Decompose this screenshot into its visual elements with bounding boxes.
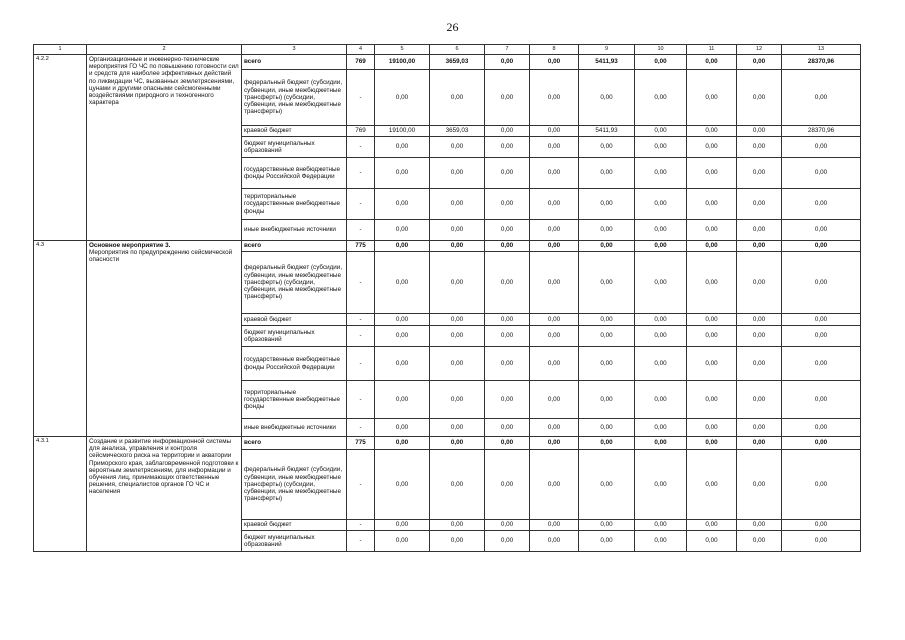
funding-source: всего (242, 437, 347, 450)
value-cell: 0,00 (687, 520, 737, 531)
column-header: 1 (34, 45, 87, 55)
header-row (34, 45, 861, 55)
value-cell: 0,00 (782, 381, 861, 419)
value-cell: 0,00 (579, 252, 635, 314)
value-cell: 0,00 (737, 126, 782, 137)
item-description: Мероприятия по предупреждению сейсмической опасности (89, 249, 233, 264)
funding-source: краевой бюджет (242, 126, 347, 137)
value-cell: 0,00 (530, 220, 579, 241)
value-cell: 0,00 (737, 189, 782, 220)
value-cell: 0,00 (430, 326, 485, 347)
funding-source: иные внебюджетные источники (242, 220, 347, 241)
column-header: 5 (375, 45, 430, 55)
value-cell: 28370,96 (782, 126, 861, 137)
funding-source: всего (242, 241, 347, 252)
value-cell: 769 (347, 55, 375, 70)
value-cell: 0,00 (737, 520, 782, 531)
value-cell: - (347, 252, 375, 314)
value-cell: 0,00 (737, 531, 782, 552)
value-cell: 0,00 (579, 381, 635, 419)
value-cell: 0,00 (579, 531, 635, 552)
funding-source: государственные внебюджетные фонды Российской Федерации (242, 347, 347, 381)
value-cell: 0,00 (530, 126, 579, 137)
value-cell: 775 (347, 241, 375, 252)
value-cell: 0,00 (782, 326, 861, 347)
value-cell: 0,00 (635, 126, 687, 137)
value-cell: 0,00 (485, 314, 530, 326)
value-cell: - (347, 450, 375, 520)
value-cell: 0,00 (782, 450, 861, 520)
value-cell: 0,00 (485, 158, 530, 189)
column-header: 10 (635, 45, 687, 55)
value-cell: 0,00 (430, 450, 485, 520)
value-cell: 0,00 (687, 531, 737, 552)
value-cell: 0,00 (530, 55, 579, 70)
value-cell: 0,00 (579, 326, 635, 347)
value-cell: 0,00 (579, 347, 635, 381)
value-cell: 0,00 (430, 158, 485, 189)
funding-source: бюджет муниципальных образований (242, 531, 347, 552)
value-cell: 0,00 (635, 450, 687, 520)
funding-source: бюджет муниципальных образований (242, 326, 347, 347)
funding-source: краевой бюджет (242, 520, 347, 531)
value-cell: 0,00 (430, 314, 485, 326)
value-cell: 0,00 (579, 137, 635, 158)
value-cell: 0,00 (579, 450, 635, 520)
value-cell: 0,00 (687, 381, 737, 419)
value-cell: 0,00 (782, 520, 861, 531)
column-header: 9 (579, 45, 635, 55)
value-cell: - (347, 381, 375, 419)
value-cell: 0,00 (375, 326, 430, 347)
value-cell: - (347, 158, 375, 189)
value-cell: 0,00 (579, 314, 635, 326)
funding-source: федеральный бюджет (субсидии, субвенции, иные межбюджетные трансферты) (субсидии, субвенции, иные межбюджетные трансферты) (242, 450, 347, 520)
value-cell: 0,00 (375, 158, 430, 189)
value-cell: 3659,03 (430, 126, 485, 137)
value-cell: 0,00 (375, 314, 430, 326)
value-cell: 0,00 (782, 220, 861, 241)
funding-source: бюджет муниципальных образований (242, 137, 347, 158)
value-cell: 0,00 (737, 55, 782, 70)
funding-source: территориальные государственные внебюджетные фонды (242, 381, 347, 419)
value-cell: 0,00 (635, 381, 687, 419)
value-cell: 0,00 (530, 326, 579, 347)
value-cell: 0,00 (485, 126, 530, 137)
value-cell: 0,00 (579, 437, 635, 450)
value-cell: 0,00 (782, 314, 861, 326)
value-cell: 0,00 (579, 189, 635, 220)
value-cell: 0,00 (635, 189, 687, 220)
value-cell: 0,00 (430, 70, 485, 126)
column-header: 12 (737, 45, 782, 55)
value-cell: 0,00 (737, 326, 782, 347)
value-cell: 0,00 (485, 241, 530, 252)
value-cell: 0,00 (687, 326, 737, 347)
column-header: 6 (430, 45, 485, 55)
value-cell: - (347, 70, 375, 126)
value-cell: 0,00 (530, 347, 579, 381)
value-cell: 0,00 (530, 381, 579, 419)
value-cell: 0,00 (737, 70, 782, 126)
value-cell: - (347, 314, 375, 326)
item-description: Создание и развитие информационной системы для анализа, управления и контроля сейсмического риска на территории и акватории Приморского края, заблаговременной подготовки к вероятным землетрясениям, для информации и обучения лиц, принимающих ответственные решения, специалистов органов ГО ЧС и населения (89, 438, 239, 496)
item-number: 4.2.2 (34, 55, 87, 241)
value-cell: - (347, 520, 375, 531)
value-cell: 0,00 (737, 347, 782, 381)
value-cell: 0,00 (430, 241, 485, 252)
value-cell: 0,00 (635, 531, 687, 552)
column-header: 8 (530, 45, 579, 55)
value-cell: 0,00 (782, 241, 861, 252)
value-cell: 0,00 (635, 137, 687, 158)
value-cell: 0,00 (375, 220, 430, 241)
value-cell: 0,00 (737, 450, 782, 520)
item-name (87, 437, 242, 552)
funding-source: федеральный бюджет (субсидии, субвенции, иные межбюджетные трансферты) (субсидии, субвенции, иные межбюджетные трансферты) (242, 70, 347, 126)
value-cell: 0,00 (430, 252, 485, 314)
value-cell: 0,00 (375, 381, 430, 419)
column-header: 2 (87, 45, 242, 55)
value-cell: 0,00 (375, 437, 430, 450)
value-cell: 775 (347, 437, 375, 450)
value-cell: 0,00 (579, 419, 635, 437)
value-cell: 0,00 (579, 70, 635, 126)
value-cell: 0,00 (430, 437, 485, 450)
value-cell: 0,00 (430, 220, 485, 241)
value-cell: - (347, 326, 375, 347)
value-cell: 0,00 (375, 252, 430, 314)
value-cell: 0,00 (375, 241, 430, 252)
table-row (34, 437, 861, 450)
value-cell: 0,00 (485, 189, 530, 220)
value-cell: 0,00 (782, 437, 861, 450)
value-cell: 0,00 (635, 158, 687, 189)
value-cell: 0,00 (485, 70, 530, 126)
item-number: 4.3.1 (34, 437, 87, 552)
value-cell: 0,00 (485, 419, 530, 437)
value-cell: 0,00 (687, 126, 737, 137)
value-cell: 0,00 (530, 450, 579, 520)
value-cell: 0,00 (530, 314, 579, 326)
value-cell: 0,00 (530, 520, 579, 531)
value-cell: 769 (347, 126, 375, 137)
value-cell: 0,00 (485, 252, 530, 314)
value-cell: 0,00 (687, 158, 737, 189)
value-cell: 0,00 (430, 381, 485, 419)
value-cell: 0,00 (375, 347, 430, 381)
value-cell: 0,00 (635, 314, 687, 326)
value-cell: 0,00 (782, 137, 861, 158)
value-cell: 0,00 (635, 252, 687, 314)
value-cell: 0,00 (530, 241, 579, 252)
value-cell: 0,00 (485, 531, 530, 552)
value-cell: 0,00 (687, 70, 737, 126)
value-cell: 0,00 (530, 189, 579, 220)
value-cell: 0,00 (485, 437, 530, 450)
value-cell: 0,00 (485, 326, 530, 347)
value-cell: 0,00 (737, 314, 782, 326)
value-cell: 0,00 (530, 437, 579, 450)
value-cell: 0,00 (530, 70, 579, 126)
value-cell: 0,00 (485, 220, 530, 241)
column-header: 11 (687, 45, 737, 55)
value-cell: 0,00 (375, 520, 430, 531)
value-cell: 0,00 (530, 531, 579, 552)
value-cell: 0,00 (782, 531, 861, 552)
value-cell: - (347, 347, 375, 381)
value-cell: 0,00 (579, 220, 635, 241)
column-header: 7 (485, 45, 530, 55)
item-name (87, 55, 242, 241)
value-cell: 0,00 (430, 531, 485, 552)
value-cell: 0,00 (687, 437, 737, 450)
value-cell: - (347, 220, 375, 241)
funding-source: государственные внебюджетные фонды Российской Федерации (242, 158, 347, 189)
value-cell: - (347, 137, 375, 158)
value-cell: 0,00 (782, 158, 861, 189)
value-cell: 0,00 (687, 252, 737, 314)
page-number: 26 (446, 20, 459, 34)
value-cell: 0,00 (635, 55, 687, 70)
value-cell: 0,00 (635, 241, 687, 252)
column-header: 3 (242, 45, 347, 55)
funding-source: краевой бюджет (242, 314, 347, 326)
value-cell: 0,00 (635, 70, 687, 126)
value-cell: 3659,03 (430, 55, 485, 70)
table-row (34, 55, 861, 70)
value-cell: 0,00 (430, 419, 485, 437)
value-cell: 0,00 (530, 252, 579, 314)
value-cell: 0,00 (430, 189, 485, 220)
value-cell: 28370,96 (782, 55, 861, 70)
value-cell: 0,00 (375, 189, 430, 220)
funding-source: иные внебюджетные источники (242, 419, 347, 437)
value-cell: 0,00 (687, 189, 737, 220)
value-cell: 0,00 (579, 520, 635, 531)
value-cell: - (347, 531, 375, 552)
value-cell: 0,00 (635, 326, 687, 347)
value-cell: 0,00 (737, 137, 782, 158)
item-number: 4.3 (34, 241, 87, 437)
value-cell: 0,00 (687, 241, 737, 252)
value-cell: 0,00 (430, 347, 485, 381)
value-cell: - (347, 419, 375, 437)
value-cell: 0,00 (635, 220, 687, 241)
value-cell: 0,00 (375, 137, 430, 158)
value-cell: 0,00 (635, 347, 687, 381)
value-cell: 0,00 (737, 437, 782, 450)
value-cell: 0,00 (579, 241, 635, 252)
value-cell: 0,00 (375, 419, 430, 437)
value-cell: 0,00 (737, 381, 782, 419)
funding-source: федеральный бюджет (субсидии, субвенции, иные межбюджетные трансферты) (субсидии, субвенции, иные межбюджетные трансферты) (242, 252, 347, 314)
value-cell: 5411,93 (579, 126, 635, 137)
value-cell: 0,00 (687, 220, 737, 241)
value-cell: 0,00 (485, 55, 530, 70)
value-cell: - (347, 189, 375, 220)
value-cell: 0,00 (782, 347, 861, 381)
column-header: 4 (347, 45, 375, 55)
value-cell: 0,00 (687, 137, 737, 158)
value-cell: 0,00 (375, 450, 430, 520)
column-header: 13 (782, 45, 861, 55)
value-cell: 0,00 (782, 252, 861, 314)
item-name (87, 241, 242, 437)
value-cell: 0,00 (375, 70, 430, 126)
value-cell: 0,00 (635, 437, 687, 450)
value-cell: 0,00 (782, 189, 861, 220)
value-cell: 0,00 (687, 419, 737, 437)
value-cell: 0,00 (430, 137, 485, 158)
value-cell: 0,00 (530, 158, 579, 189)
value-cell: 0,00 (485, 450, 530, 520)
value-cell: 19100,00 (375, 55, 430, 70)
value-cell: 0,00 (485, 381, 530, 419)
value-cell: 0,00 (687, 314, 737, 326)
value-cell: 5411,93 (579, 55, 635, 70)
value-cell: 0,00 (782, 419, 861, 437)
value-cell: 0,00 (687, 347, 737, 381)
value-cell: 0,00 (687, 450, 737, 520)
value-cell: 0,00 (430, 520, 485, 531)
value-cell: 0,00 (737, 158, 782, 189)
funding-source: территориальные государственные внебюджетные фонды (242, 189, 347, 220)
value-cell: 0,00 (737, 252, 782, 314)
value-cell: 0,00 (579, 158, 635, 189)
value-cell: 0,00 (485, 520, 530, 531)
table-row (34, 241, 861, 252)
funding-source: всего (242, 55, 347, 70)
value-cell: 19100,00 (375, 126, 430, 137)
value-cell: 0,00 (530, 137, 579, 158)
value-cell: 0,00 (485, 137, 530, 158)
item-description: Организационные и инженерно-технические мероприятия ГО ЧС по повышению готовности сил и средств для наиболее эффективных действий по ликвидации ЧС, вызванных землетрясениями, цунами и другими опасными сейсмогенными воздействиями природного и техногенного характера (89, 56, 239, 107)
value-cell: 0,00 (737, 220, 782, 241)
value-cell: 0,00 (687, 55, 737, 70)
value-cell: 0,00 (375, 531, 430, 552)
value-cell: 0,00 (635, 520, 687, 531)
value-cell: 0,00 (737, 241, 782, 252)
value-cell: 0,00 (635, 419, 687, 437)
value-cell: 0,00 (782, 70, 861, 126)
value-cell: 0,00 (530, 419, 579, 437)
value-cell: 0,00 (737, 419, 782, 437)
budget-table (33, 44, 861, 552)
value-cell: 0,00 (485, 347, 530, 381)
item-title: Основное мероприятие 3. (89, 242, 171, 249)
